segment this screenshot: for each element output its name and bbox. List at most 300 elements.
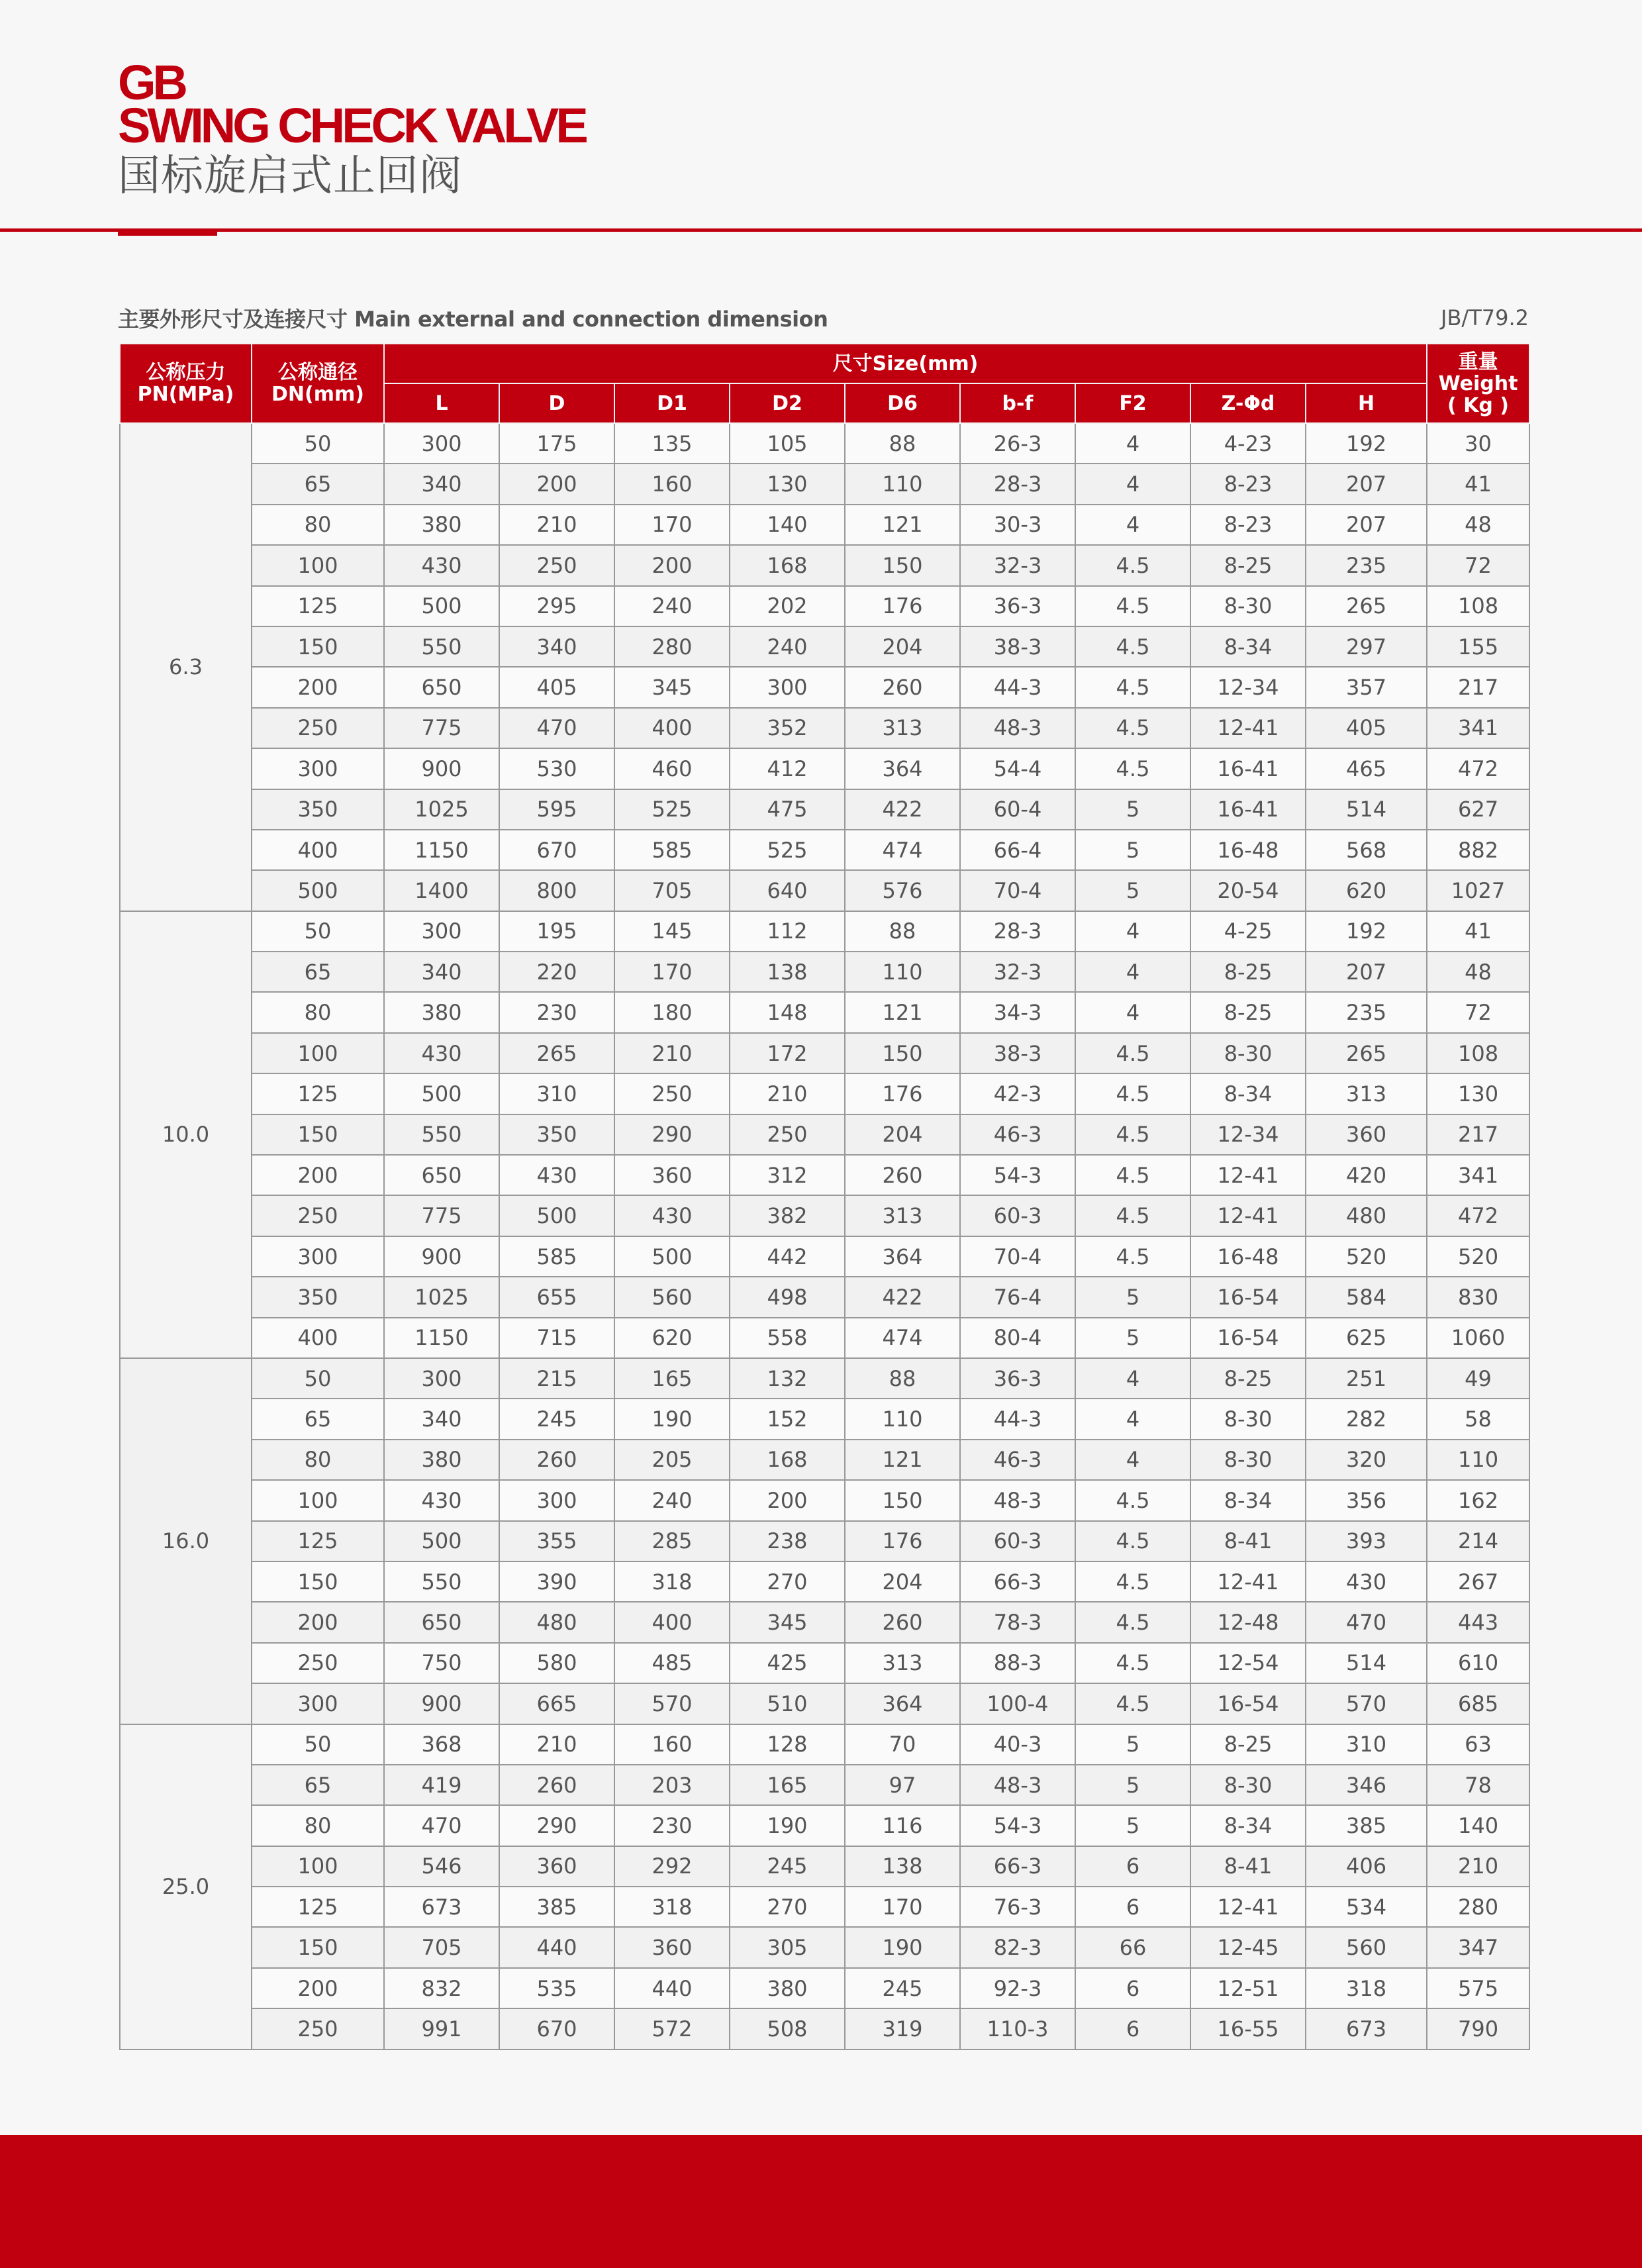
table-cell: 265 (1306, 1033, 1427, 1073)
table-cell: 54-3 (960, 1805, 1075, 1846)
dn-cell: 350 (252, 789, 384, 830)
dn-cell: 300 (252, 748, 384, 789)
table-cell: 46-3 (960, 1114, 1075, 1155)
table-row (120, 1927, 1529, 1967)
table-cell: 705 (614, 870, 730, 911)
table-cell: 210 (499, 1724, 614, 1765)
table-cell: 1150 (384, 830, 499, 870)
table-cell: 460 (614, 748, 730, 789)
table-cell: 356 (1306, 1480, 1427, 1520)
table-cell: 240 (614, 586, 730, 626)
table-cell: 128 (730, 1724, 845, 1765)
table-cell: 8-30 (1190, 1440, 1306, 1480)
table-cell: 650 (384, 1155, 499, 1195)
table-cell: 42-3 (960, 1073, 1075, 1114)
table-cell: 110-3 (960, 2008, 1075, 2049)
table-cell: 310 (1306, 1724, 1427, 1765)
table-row (120, 789, 1529, 830)
table-cell: 514 (1306, 1643, 1427, 1683)
table-cell: 4.5 (1075, 586, 1190, 626)
table-cell: 673 (384, 1887, 499, 1927)
table-cell: 121 (845, 992, 960, 1032)
table-cell: 295 (499, 586, 614, 626)
table-cell: 472 (1427, 1195, 1529, 1236)
table-row (120, 505, 1529, 545)
dn-cell: 80 (252, 1805, 384, 1846)
table-cell: 900 (384, 748, 499, 789)
table-cell: 12-54 (1190, 1643, 1306, 1683)
table-row (120, 423, 1529, 464)
table-cell: 16-54 (1190, 1318, 1306, 1358)
table-cell: 1025 (384, 1277, 499, 1317)
dn-cell: 400 (252, 830, 384, 870)
table-cell: 318 (614, 1561, 730, 1602)
table-cell: 165 (730, 1765, 845, 1805)
table-cell: 135 (614, 423, 730, 464)
table-cell: 202 (730, 586, 845, 626)
table-cell: 235 (1306, 545, 1427, 585)
table-cell: 5 (1075, 1765, 1190, 1805)
table-cell: 6 (1075, 2008, 1190, 2049)
table-row (120, 1399, 1529, 1439)
table-cell: 172 (730, 1033, 845, 1073)
table-cell: 576 (845, 870, 960, 911)
table-cell: 500 (384, 1073, 499, 1114)
table-cell: 470 (499, 708, 614, 748)
table-cell: 290 (499, 1805, 614, 1846)
table-cell: 76-3 (960, 1887, 1075, 1927)
table-cell: 210 (499, 505, 614, 545)
table-cell: 390 (499, 1561, 614, 1602)
table-cell: 150 (845, 1033, 960, 1073)
table-cell: 195 (499, 911, 614, 952)
pn-cell: 10.0 (120, 911, 252, 1358)
table-cell: 8-30 (1190, 586, 1306, 626)
table-cell: 280 (1427, 1887, 1529, 1927)
table-cell: 204 (845, 1114, 960, 1155)
table-cell: 170 (845, 1887, 960, 1927)
table-cell: 235 (1306, 992, 1427, 1032)
header-col-d2: D2 (730, 383, 845, 423)
table-cell: 405 (1306, 708, 1427, 748)
header-accent-bar (118, 228, 217, 236)
table-cell: 313 (1306, 1073, 1427, 1114)
table-cell: 412 (730, 748, 845, 789)
table-cell: 572 (614, 2008, 730, 2049)
table-cell: 204 (845, 626, 960, 667)
table-cell: 800 (499, 870, 614, 911)
table-cell: 200 (614, 545, 730, 585)
dn-cell: 65 (252, 952, 384, 992)
table-cell: 112 (730, 911, 845, 952)
table-cell: 175 (499, 423, 614, 464)
table-cell: 382 (730, 1195, 845, 1236)
table-cell: 8-25 (1190, 992, 1306, 1032)
table-cell: 4-23 (1190, 423, 1306, 464)
table-cell: 108 (1427, 586, 1529, 626)
table-cell: 12-41 (1190, 1887, 1306, 1927)
table-cell: 570 (1306, 1683, 1427, 1724)
table-cell: 28-3 (960, 911, 1075, 952)
header-col-d: D (499, 383, 614, 423)
table-row (120, 748, 1529, 789)
table-cell: 41 (1427, 911, 1529, 952)
table-cell: 214 (1427, 1521, 1529, 1561)
table-cell: 900 (384, 1683, 499, 1724)
table-cell: 260 (845, 1602, 960, 1642)
table-cell: 100-4 (960, 1683, 1075, 1724)
table-cell: 54-3 (960, 1155, 1075, 1195)
table-cell: 190 (614, 1399, 730, 1439)
table-cell: 250 (730, 1114, 845, 1155)
table-cell: 41 (1427, 464, 1529, 504)
table-row (120, 911, 1529, 952)
table-cell: 300 (730, 667, 845, 707)
table-cell: 97 (845, 1765, 960, 1805)
table-cell: 900 (384, 1236, 499, 1277)
table-cell: 260 (845, 667, 960, 707)
table-cell: 8-30 (1190, 1399, 1306, 1439)
table-cell: 88 (845, 911, 960, 952)
table-cell: 465 (1306, 748, 1427, 789)
table-cell: 670 (499, 2008, 614, 2049)
table-cell: 220 (499, 952, 614, 992)
table-cell: 685 (1427, 1683, 1529, 1724)
table-cell: 150 (845, 1480, 960, 1520)
header-weight: 重量 Weight ( Kg ) (1427, 344, 1529, 423)
table-cell: 1060 (1427, 1318, 1529, 1358)
table-cell: 4.5 (1075, 1683, 1190, 1724)
table-cell: 180 (614, 992, 730, 1032)
table-cell: 380 (384, 992, 499, 1032)
table-cell: 595 (499, 789, 614, 830)
table-cell: 474 (845, 1318, 960, 1358)
table-cell: 585 (499, 1236, 614, 1277)
table-cell: 251 (1306, 1358, 1427, 1399)
header-col-bf: b-f (960, 383, 1075, 423)
table-row (120, 464, 1529, 504)
dimension-table (119, 343, 1530, 2050)
table-cell: 170 (614, 952, 730, 992)
table-cell: 110 (845, 952, 960, 992)
table-cell: 46-3 (960, 1440, 1075, 1480)
table-cell: 280 (614, 626, 730, 667)
table-cell: 380 (730, 1968, 845, 2008)
table-cell: 245 (845, 1968, 960, 2008)
table-cell: 520 (1427, 1236, 1529, 1277)
table-cell: 4.5 (1075, 667, 1190, 707)
table-cell: 270 (730, 1561, 845, 1602)
table-cell: 16-48 (1190, 830, 1306, 870)
table-cell: 440 (499, 1927, 614, 1967)
dn-cell: 50 (252, 1358, 384, 1399)
dn-cell: 250 (252, 1195, 384, 1236)
table-cell: 12-48 (1190, 1602, 1306, 1642)
table-cell: 8-25 (1190, 952, 1306, 992)
table-row (120, 1887, 1529, 1927)
table-cell: 4.5 (1075, 708, 1190, 748)
table-cell: 49 (1427, 1358, 1529, 1399)
table-cell: 63 (1427, 1724, 1529, 1765)
table-cell: 341 (1427, 1155, 1529, 1195)
dn-cell: 125 (252, 1521, 384, 1561)
table-cell: 38-3 (960, 626, 1075, 667)
table-row (120, 1155, 1529, 1195)
table-cell: 16-41 (1190, 789, 1306, 830)
table-cell: 260 (845, 1155, 960, 1195)
dn-cell: 50 (252, 1724, 384, 1765)
table-cell: 66-3 (960, 1561, 1075, 1602)
table-cell: 514 (1306, 789, 1427, 830)
table-cell: 270 (730, 1887, 845, 1927)
table-cell: 250 (614, 1073, 730, 1114)
table-cell: 650 (384, 667, 499, 707)
table-cell: 510 (730, 1683, 845, 1724)
table-cell: 88-3 (960, 1643, 1075, 1683)
table-cell: 4.5 (1075, 1195, 1190, 1236)
table-cell: 8-34 (1190, 626, 1306, 667)
table-cell: 260 (499, 1440, 614, 1480)
table-row (120, 1440, 1529, 1480)
table-row (120, 626, 1529, 667)
table-cell: 525 (730, 830, 845, 870)
dn-cell: 80 (252, 505, 384, 545)
table-cell: 560 (1306, 1927, 1427, 1967)
table-cell: 5 (1075, 870, 1190, 911)
table-cell: 48-3 (960, 1480, 1075, 1520)
table-cell: 520 (1306, 1236, 1427, 1277)
table-cell: 568 (1306, 830, 1427, 870)
table-cell: 500 (384, 1521, 499, 1561)
table-cell: 12-34 (1190, 667, 1306, 707)
table-cell: 4 (1075, 1358, 1190, 1399)
table-cell: 70-4 (960, 1236, 1075, 1277)
table-row (120, 1561, 1529, 1602)
table-cell: 34-3 (960, 992, 1075, 1032)
dn-cell: 200 (252, 667, 384, 707)
table-cell: 705 (384, 1927, 499, 1967)
table-cell: 5 (1075, 1277, 1190, 1317)
table-cell: 8-30 (1190, 1033, 1306, 1073)
table-cell: 470 (384, 1805, 499, 1846)
table-cell: 4.5 (1075, 1643, 1190, 1683)
table-cell: 422 (845, 1277, 960, 1317)
table-cell: 78-3 (960, 1602, 1075, 1642)
table-cell: 8-41 (1190, 1846, 1306, 1887)
table-cell: 346 (1306, 1765, 1427, 1805)
table-cell: 385 (1306, 1805, 1427, 1846)
header-pn: 公称压力 PN(MPa) (120, 344, 252, 423)
table-cell: 670 (499, 830, 614, 870)
table-row (120, 992, 1529, 1032)
table-cell: 655 (499, 1277, 614, 1317)
table-cell: 210 (614, 1033, 730, 1073)
table-cell: 534 (1306, 1887, 1427, 1927)
table-cell: 36-3 (960, 586, 1075, 626)
table-cell: 48 (1427, 952, 1529, 992)
table-cell: 650 (384, 1602, 499, 1642)
table-cell: 558 (730, 1318, 845, 1358)
table-cell: 300 (384, 1358, 499, 1399)
table-cell: 485 (614, 1643, 730, 1683)
table-cell: 1150 (384, 1318, 499, 1358)
table-cell: 297 (1306, 626, 1427, 667)
table-cell: 92-3 (960, 1968, 1075, 2008)
table-cell: 625 (1306, 1318, 1427, 1358)
table-row (120, 1724, 1529, 1765)
table-cell: 319 (845, 2008, 960, 2049)
dn-cell: 200 (252, 1602, 384, 1642)
pn-cell: 25.0 (120, 1724, 252, 2049)
table-cell: 267 (1427, 1561, 1529, 1602)
table-cell: 580 (499, 1643, 614, 1683)
table-row (120, 1765, 1529, 1805)
table-cell: 38-3 (960, 1033, 1075, 1073)
dn-cell: 150 (252, 626, 384, 667)
standard-code: JB/T79.2 (1441, 305, 1529, 330)
table-cell: 121 (845, 505, 960, 545)
table-cell: 584 (1306, 1277, 1427, 1317)
table-cell: 4 (1075, 464, 1190, 504)
table-cell: 5 (1075, 1318, 1190, 1358)
table-cell: 610 (1427, 1643, 1529, 1683)
table-row (120, 586, 1529, 626)
table-cell: 570 (614, 1683, 730, 1724)
table-cell: 406 (1306, 1846, 1427, 1887)
table-cell: 240 (730, 626, 845, 667)
table-cell: 4 (1075, 911, 1190, 952)
table-cell: 192 (1306, 911, 1427, 952)
table-cell: 673 (1306, 2008, 1427, 2049)
table-cell: 145 (614, 911, 730, 952)
table-cell: 168 (730, 545, 845, 585)
table-row (120, 1236, 1529, 1277)
table-cell: 176 (845, 586, 960, 626)
table-cell: 245 (730, 1846, 845, 1887)
table-cell: 620 (1306, 870, 1427, 911)
table-row (120, 952, 1529, 992)
table-cell: 260 (499, 1765, 614, 1805)
table-cell: 4.5 (1075, 1155, 1190, 1195)
table-cell: 430 (499, 1155, 614, 1195)
table-cell: 82-3 (960, 1927, 1075, 1967)
dn-cell: 100 (252, 1480, 384, 1520)
table-cell: 210 (1427, 1846, 1529, 1887)
table-cell: 4.5 (1075, 1602, 1190, 1642)
table-cell: 422 (845, 789, 960, 830)
table-cell: 138 (730, 952, 845, 992)
table-cell: 110 (845, 464, 960, 504)
table-cell: 715 (499, 1318, 614, 1358)
table-cell: 140 (1427, 1805, 1529, 1846)
dn-cell: 250 (252, 1643, 384, 1683)
header-col-f2: F2 (1075, 383, 1190, 423)
table-cell: 78 (1427, 1765, 1529, 1805)
table-cell: 60-4 (960, 789, 1075, 830)
dn-cell: 200 (252, 1155, 384, 1195)
table-row (120, 1480, 1529, 1520)
table-cell: 176 (845, 1073, 960, 1114)
table-cell: 640 (730, 870, 845, 911)
dn-cell: 400 (252, 1318, 384, 1358)
table-cell: 72 (1427, 545, 1529, 585)
table-cell: 790 (1427, 2008, 1529, 2049)
table-cell: 203 (614, 1765, 730, 1805)
table-cell: 16-41 (1190, 748, 1306, 789)
header-size: 尺寸Size(mm) (384, 344, 1427, 383)
table-body (120, 423, 1529, 2049)
table-cell: 5 (1075, 1724, 1190, 1765)
table-cell: 1027 (1427, 870, 1529, 911)
table-cell: 36-3 (960, 1358, 1075, 1399)
table-cell: 8-34 (1190, 1073, 1306, 1114)
header-col-d1: D1 (614, 383, 730, 423)
table-cell: 72 (1427, 992, 1529, 1032)
dn-cell: 80 (252, 992, 384, 1032)
table-cell: 32-3 (960, 952, 1075, 992)
table-cell: 16-54 (1190, 1277, 1306, 1317)
table-row (120, 1195, 1529, 1236)
table-cell: 217 (1427, 1114, 1529, 1155)
table-cell: 430 (1306, 1561, 1427, 1602)
table-cell: 4 (1075, 952, 1190, 992)
table-cell: 48-3 (960, 708, 1075, 748)
section-title: 主要外形尺寸及连接尺寸 Main external and connection dimension (118, 307, 828, 332)
table-cell: 12-34 (1190, 1114, 1306, 1155)
table-cell: 207 (1306, 505, 1427, 545)
table-cell: 170 (614, 505, 730, 545)
table-row (120, 1602, 1529, 1642)
table-cell: 352 (730, 708, 845, 748)
dn-cell: 125 (252, 1887, 384, 1927)
table-cell: 347 (1427, 1927, 1529, 1967)
table-cell: 546 (384, 1846, 499, 1887)
table-cell: 4 (1075, 1440, 1190, 1480)
table-cell: 66-4 (960, 830, 1075, 870)
table-cell: 480 (499, 1602, 614, 1642)
table-cell: 290 (614, 1114, 730, 1155)
header-col-d6: D6 (845, 383, 960, 423)
table-cell: 360 (614, 1155, 730, 1195)
table-cell: 16-54 (1190, 1683, 1306, 1724)
table-cell: 405 (499, 667, 614, 707)
table-cell: 364 (845, 748, 960, 789)
table-cell: 88 (845, 423, 960, 464)
table-cell: 190 (730, 1805, 845, 1846)
table-cell: 6 (1075, 1846, 1190, 1887)
table-cell: 132 (730, 1358, 845, 1399)
table-cell: 500 (384, 586, 499, 626)
table-cell: 40-3 (960, 1724, 1075, 1765)
table-cell: 775 (384, 1195, 499, 1236)
table-cell: 292 (614, 1846, 730, 1887)
table-row (120, 830, 1529, 870)
table-cell: 341 (1427, 708, 1529, 748)
table-cell: 110 (845, 1399, 960, 1439)
table-cell: 32-3 (960, 545, 1075, 585)
table-cell: 26-3 (960, 423, 1075, 464)
dn-cell: 100 (252, 1846, 384, 1887)
table-cell: 300 (499, 1480, 614, 1520)
table-cell: 305 (730, 1927, 845, 1967)
table-cell: 340 (384, 952, 499, 992)
table-cell: 88 (845, 1358, 960, 1399)
table-cell: 48-3 (960, 1765, 1075, 1805)
header-col-zd: Z-Φd (1190, 383, 1306, 423)
table-cell: 508 (730, 2008, 845, 2049)
table-cell: 530 (499, 748, 614, 789)
dn-cell: 65 (252, 1399, 384, 1439)
